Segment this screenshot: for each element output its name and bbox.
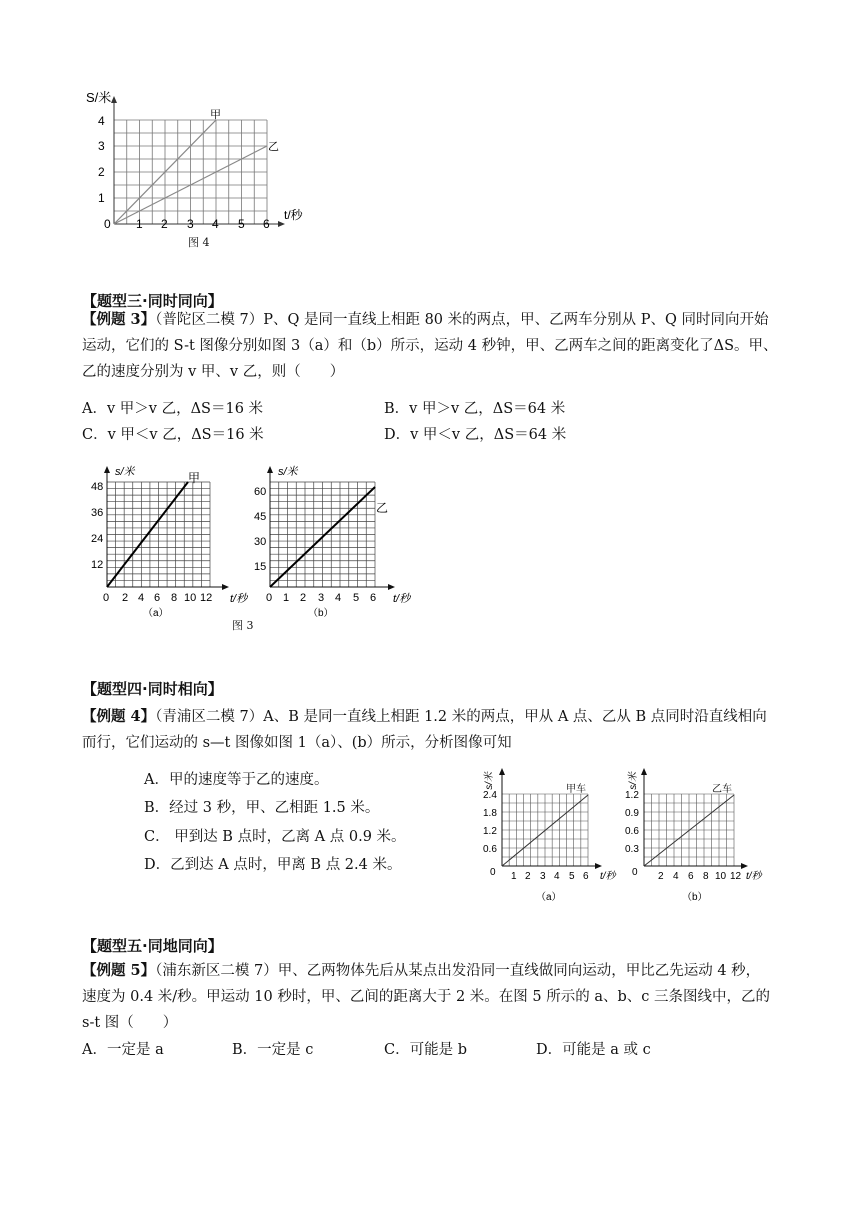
example-4-text [82,704,782,756]
figure-4-1a [480,766,630,906]
x-tick-label: 5 [353,592,360,604]
y-tick-label: 3 [98,139,105,153]
y-tick-label: 1 [98,191,105,205]
line-yi-label: 乙 [376,501,389,515]
x-tick-label: 0 [266,592,273,604]
option-c: C．可能是 b [384,1042,467,1058]
option-b: B．一定是 c [232,1042,314,1058]
section-3-heading: 【题型三·同时同向】 [82,292,223,310]
y-tick-label: 30 [254,536,267,548]
x-tick-label: 1 [283,592,290,604]
line-jia-label: 甲 [188,471,201,485]
y-tick-label: 1.2 [483,826,497,837]
example-5-line-3: s-t 图（ ） [82,1015,178,1031]
line-label: 甲车 [566,784,586,795]
text-line: （青浦区二模 7）A、B 是同一直线上相距 1.2 米的两点，甲从 A 点、乙从 B 点同时沿直线相向 [155,709,767,725]
x-axis-label: t/秒 [600,871,616,882]
section-5-heading: 【题型五·同地同向】 [82,937,223,955]
x-tick-label: 2 [525,871,531,882]
y-tick-label: 48 [91,481,104,493]
x-axis-label: t/秒 [393,593,411,605]
example-5-line-2: 速度为 0.4 米/秒。甲运动 10 秒时，甲、乙间的距离大于 2 米。在图 5 所示的 a、b、c 三条图线中，乙的 [82,989,770,1005]
x-tick-label: 4 [138,592,145,604]
section-4-heading: 【题型四·同时相向】 [82,680,223,698]
y-tick-label: 1.8 [483,808,497,819]
y-tick-label: 1.2 [625,790,639,801]
text-line: （普陀区二模 7）P、Q 是同一直线上相距 80 米的两点，甲、乙两车分别从 P、Q 同时同向开始 [155,312,769,328]
x-tick-label: 2 [161,217,168,231]
x-tick-label: 12 [730,871,742,882]
x-axis-arrow [222,584,229,590]
figure-4 [80,88,320,253]
y-tick-label: 4 [98,114,105,128]
y-axis-label: S/米 [86,90,112,105]
option-c: C．v 甲＜v 乙，ΔS＝16 米 [82,427,264,443]
y-tick-label: 24 [91,533,104,545]
figure-3a-graph [85,462,255,627]
y-tick-label: 15 [254,561,267,573]
x-tick-label: 5 [569,871,575,882]
x-tick-label: 6 [688,871,694,882]
figure-caption: 图 4 [188,236,210,249]
x-tick-label: 4 [554,871,560,882]
x-axis-label: t/秒 [284,208,303,222]
x-tick-label: 3 [540,871,546,882]
y-axis-arrow [267,466,273,473]
figure-sublabel: （a） [143,608,169,619]
x-tick-label: 8 [703,871,709,882]
x-axis-arrow [741,863,748,869]
y-axis-label: s/米 [484,772,495,790]
x-tick-label: 5 [238,217,245,231]
option-d: D．乙到达 A 点时，甲离 B 点 2.4 米。 [144,857,402,873]
example-4-line-2: 而行，它们运动的 s—t 图像如图 1（a）、(b）所示，分析图像可知 [82,735,512,751]
option-d: D．v 甲＜v 乙，ΔS＝64 米 [384,427,567,443]
x-tick-label: 0 [104,217,111,231]
figure-3-caption: 图 3 [232,619,254,632]
x-tick-label: 3 [318,592,325,604]
example-5-line-1 [82,958,792,984]
option-d: D．可能是 a 或 c [536,1042,651,1058]
x-tick-label: 6 [370,592,377,604]
x-tick-label: 2 [122,592,129,604]
y-tick-label: 2 [98,165,105,179]
x-axis-arrow [388,584,395,590]
y-axis-label: s/米 [628,772,639,790]
figure-4-1b-graph [622,766,782,906]
figure-4-1b [622,766,782,906]
x-tick-label: 2 [300,592,307,604]
y-tick-label: 0.6 [483,844,497,855]
line-yi-label: 乙 [268,141,279,153]
y-tick-label: 0.9 [625,808,639,819]
x-tick-label: 1 [511,871,517,882]
y-tick-label: 0.6 [625,826,639,837]
x-tick-label: 6 [583,871,589,882]
x-tick-label: 0 [103,592,110,604]
y-axis-arrow [111,96,117,103]
figure-3b [248,462,423,627]
example-5-text [82,958,792,1036]
option-a: A．甲的速度等于乙的速度。 [144,772,329,788]
option-b: B．经过 3 秒，甲、乙相距 1.5 米。 [144,800,380,816]
x-axis-label: t/秒 [230,593,248,605]
figure-4-1a-graph [480,766,630,906]
y-tick-label: 0.3 [625,844,639,855]
example-tag: 【例题 3】 [82,311,156,328]
y-tick-label: 2.4 [483,790,497,801]
x-tick-label: 0 [490,867,496,878]
example-3-line-3: 乙的速度分别为 v 甲、v 乙，则（ ） [82,364,345,380]
line-jia-label: 甲 [210,109,221,121]
x-tick-label: 2 [658,871,664,882]
x-tick-label: 8 [171,592,178,604]
y-axis-label: s/米 [278,466,298,478]
example-4-line-1 [82,704,782,730]
example-tag: 【例题 5】 [82,962,156,979]
example-3-text [82,307,782,385]
figure-sublabel: （b） [308,608,334,619]
x-tick-label: 3 [187,217,194,231]
x-tick-label: 10 [184,592,197,604]
figure-sublabel: （b） [682,892,708,903]
x-tick-label: 12 [200,592,213,604]
x-tick-label: 6 [263,217,270,231]
figure-sublabel: （a） [536,892,562,903]
example-3-line-2: 运动，它们的 S-t 图像分别如图 3（a）和（b）所示，运动 4 秒钟，甲、乙两车之间的距离变化了ΔS。甲、 [82,338,778,354]
example-3-line-1 [82,307,782,333]
x-tick-label: 4 [335,592,342,604]
y-axis-arrow [641,768,647,775]
y-axis-label: s/米 [115,466,135,478]
y-axis-arrow [499,768,505,775]
y-tick-label: 12 [91,559,104,571]
option-a: A．v 甲＞v 乙，ΔS＝16 米 [82,401,264,417]
option-b: B．v 甲＞v 乙，ΔS＝64 米 [384,401,566,417]
x-tick-label: 1 [136,217,143,231]
y-axis-arrow [104,466,110,473]
x-tick-label: 4 [212,217,219,231]
option-c: C． 甲到达 B 点时，乙离 A 点 0.9 米。 [144,829,406,845]
text-line: （浦东新区二模 7）甲、乙两物体先后从某点出发沿同一直线做同向运动，甲比乙先运动 4 秒， [155,963,761,979]
x-tick-label: 4 [673,871,679,882]
figure-3b-graph [248,462,423,627]
figure-3a [85,462,255,627]
x-axis-label: t/秒 [746,871,762,882]
option-a: A．一定是 a [82,1042,164,1058]
line-label: 乙车 [712,784,732,795]
example-tag: 【例题 4】 [82,708,156,725]
y-tick-label: 36 [91,507,104,519]
figure-4-graph [80,88,320,253]
x-tick-label: 6 [154,592,161,604]
x-axis-arrow [595,863,602,869]
x-tick-label: 10 [715,871,727,882]
y-tick-label: 45 [254,511,267,523]
y-tick-label: 60 [254,486,267,498]
x-tick-label: 0 [632,867,638,878]
